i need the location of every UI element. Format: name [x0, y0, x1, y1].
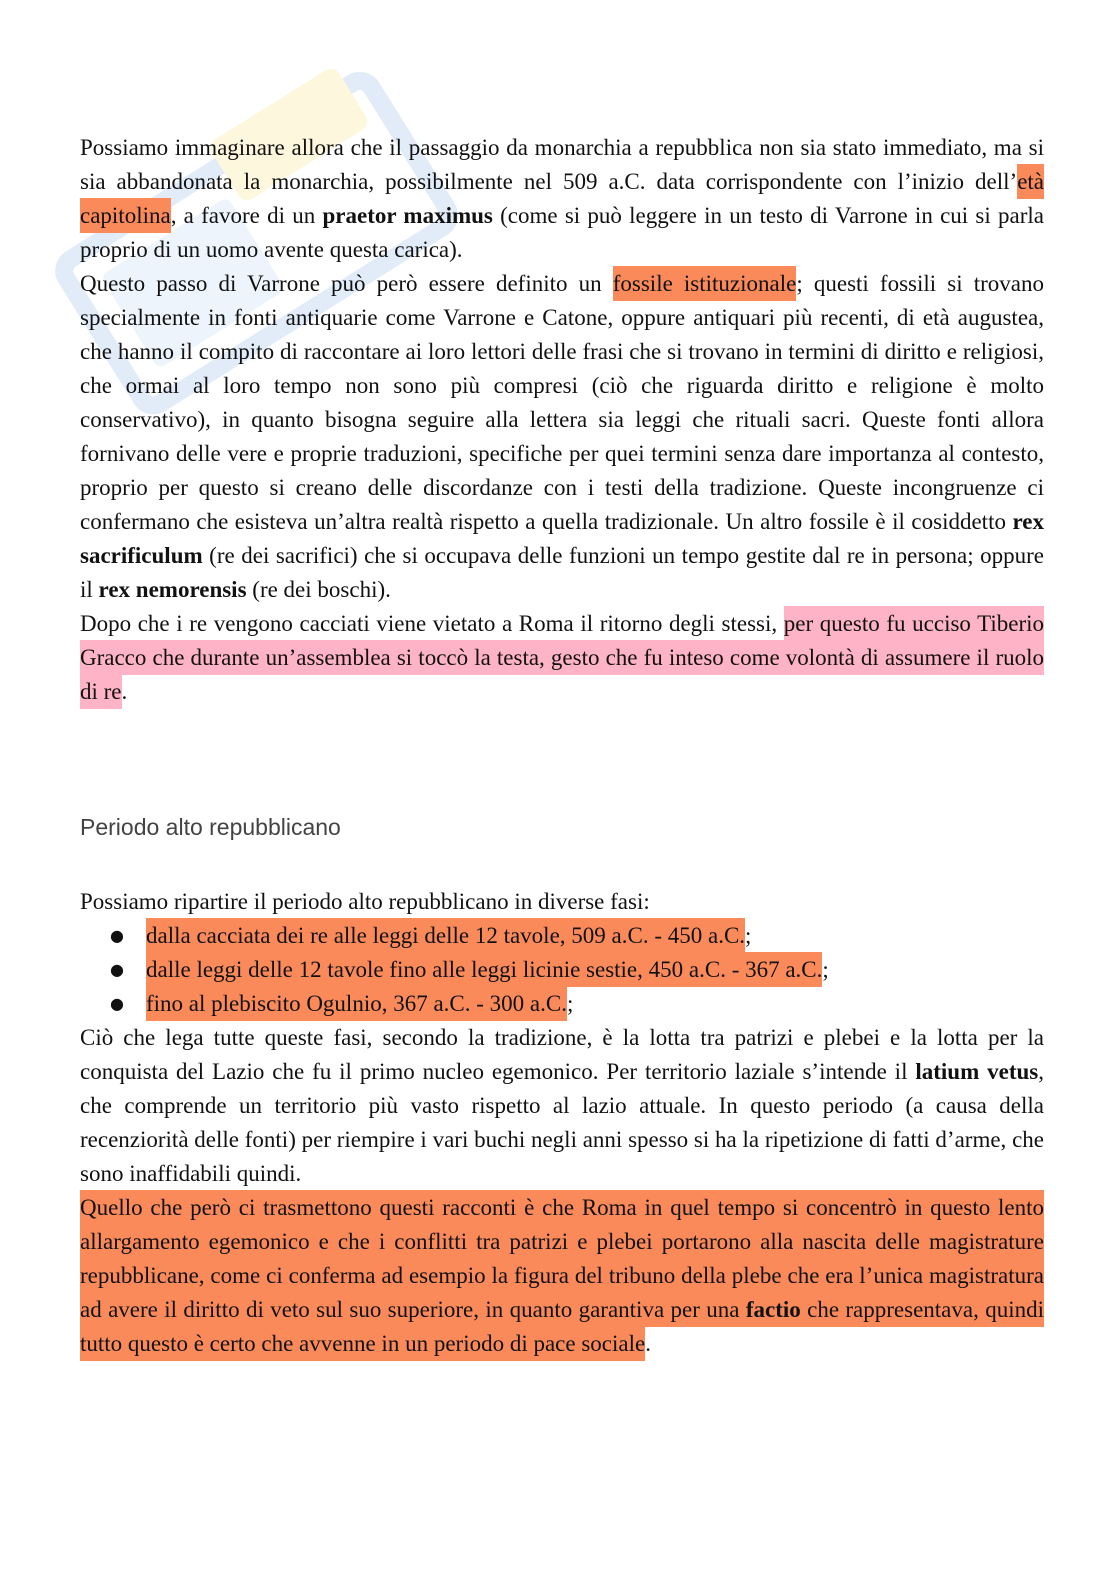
paragraph-magistrature [80, 1191, 1044, 1361]
paragraph-tiberio-gracco [80, 607, 1044, 709]
phases-list [80, 919, 1044, 1021]
highlight-magistrature: Quello che però ci trasmettono questi racconti è che Roma in quel tempo si concentrò in questo lento allargamento egemonico e che i conflitti tra patrizi e plebei portarono alla nascita delle magistrature repubblicane, come ci conferma ad esempio la figura del tribuno della plebe che era l’unica magistratura ad avere il diritto di veto sul suo superiore, in quanto garantiva per una [80, 1190, 1044, 1327]
text: (re dei sacrifici) che si occupava delle funzioni un tempo gestite dal re in persona; oppure il [80, 543, 1044, 602]
bullet-icon: ● [110, 994, 124, 1013]
bold-praetor-maximus: praetor maximus [322, 203, 493, 228]
text: (come si può leggere in un testo di Varrone in cui si parla proprio di un uomo avente questa carica). [80, 203, 1044, 262]
list-item-highlight: fino al plebiscito Ogulnio, 367 a.C. - 300 a.C. [146, 986, 567, 1021]
paragraph-monarchia-repubblica [80, 131, 1044, 267]
list-item [80, 919, 1044, 953]
bold-latium-vetus: latium vetus [915, 1059, 1039, 1084]
text: . [121, 679, 128, 704]
paragraph-fossile-istituzionale [80, 267, 1044, 607]
document-page [80, 131, 1044, 1361]
list-item-tail: ; [745, 923, 752, 948]
list-item-highlight: dalle leggi delle 12 tavole fino alle leggi licinie sestie, 450 a.C. - 367 a.C. [146, 952, 822, 987]
paragraph-latium-vetus [80, 1021, 1044, 1191]
highlight-tiberio-gracco: per questo fu ucciso Tiberio Gracco che durante un’assemblea si toccò la testa, gesto che fu inteso come volontà di assumere il ruolo di re [80, 606, 1044, 709]
highlight-fossile-istituzionale: fossile istituzionale [613, 266, 797, 301]
list-item-highlight: dalla cacciata dei re alle leggi delle 12 tavole, 509 a.C. - 450 a.C. [146, 918, 745, 953]
highlight-eta-capitolina: età capitolina [80, 164, 1044, 233]
text: Questo passo di Varrone può però essere definito un [80, 271, 613, 296]
bold-rex-nemorensis: rex nemorensis [98, 577, 247, 602]
paragraph-intro-fasi: Possiamo ripartire il periodo alto repubblicano in diverse fasi: [80, 889, 650, 914]
bullet-icon: ● [110, 960, 124, 979]
text: Dopo che i re vengono cacciati viene vietato a Roma il ritorno degli stessi, [80, 611, 784, 636]
text: ; questi fossili si trovano specialmente in fonti antiquarie come Varrone e Catone, oppure antiquari più recenti, di età augustea, che hanno il compito di raccontare ai loro lettori delle frasi che si trovano in termini di diritto e religiosi, che ormai al loro tempo non sono più compresi (ciò che riguarda diritto e religione è molto conservativo), in quanto bisogna seguire alla lettera sia leggi che rituali sacri. Queste fonti allora fornivano delle vere e proprie traduzioni, specifiche per quei termini senza dare importanza al contesto, proprio per questo si creano delle discordanze con i testi della tradizione. Queste incongruenze ci confermano che esisteva un’altra realtà rispetto a quella tradizionale. Un altro fossile è il cosiddetto [80, 271, 1044, 534]
text: , a favore di un [170, 203, 323, 228]
list-item-tail: ; [822, 957, 829, 982]
list-item [80, 987, 1044, 1021]
highlight-magistrature-end: che rappresentava, quindi tutto questo è certo che avvenne in un periodo di pace sociale [80, 1292, 1044, 1361]
section-heading: Periodo alto repubblicano [80, 814, 341, 840]
text: . [645, 1331, 651, 1356]
text: , che comprende un territorio più vasto rispetto al lazio attuale. In questo periodo (a causa della recenziorità delle fonti) per riempire i vari buchi negli anni spesso si ha la ripetizione di fatti d’arme, che sono inaffidabili quindi. [80, 1059, 1045, 1186]
list-item [80, 953, 1044, 987]
bold-rex-sacrificulum: rex sacrificulum [80, 509, 1044, 568]
list-item-tail: ; [566, 991, 574, 1016]
text: Ciò che lega tutte queste fasi, secondo la tradizione, è la lotta tra patrizi e plebei e la lotta per la conquista del Lazio che fu il primo nucleo egemonico. Per territorio laziale s’intende il [80, 1025, 1044, 1084]
text: Possiamo immaginare allora che il passaggio da monarchia a repubblica non sia stato immediato, ma si sia abbandonata la monarchia, possibilmente nel 509 a.C. data corrispondente con l’inizio dell’ [80, 135, 1044, 194]
bullet-icon: ● [110, 926, 124, 945]
bold-factio: factio [746, 1292, 801, 1327]
text: (re dei boschi). [246, 577, 391, 602]
